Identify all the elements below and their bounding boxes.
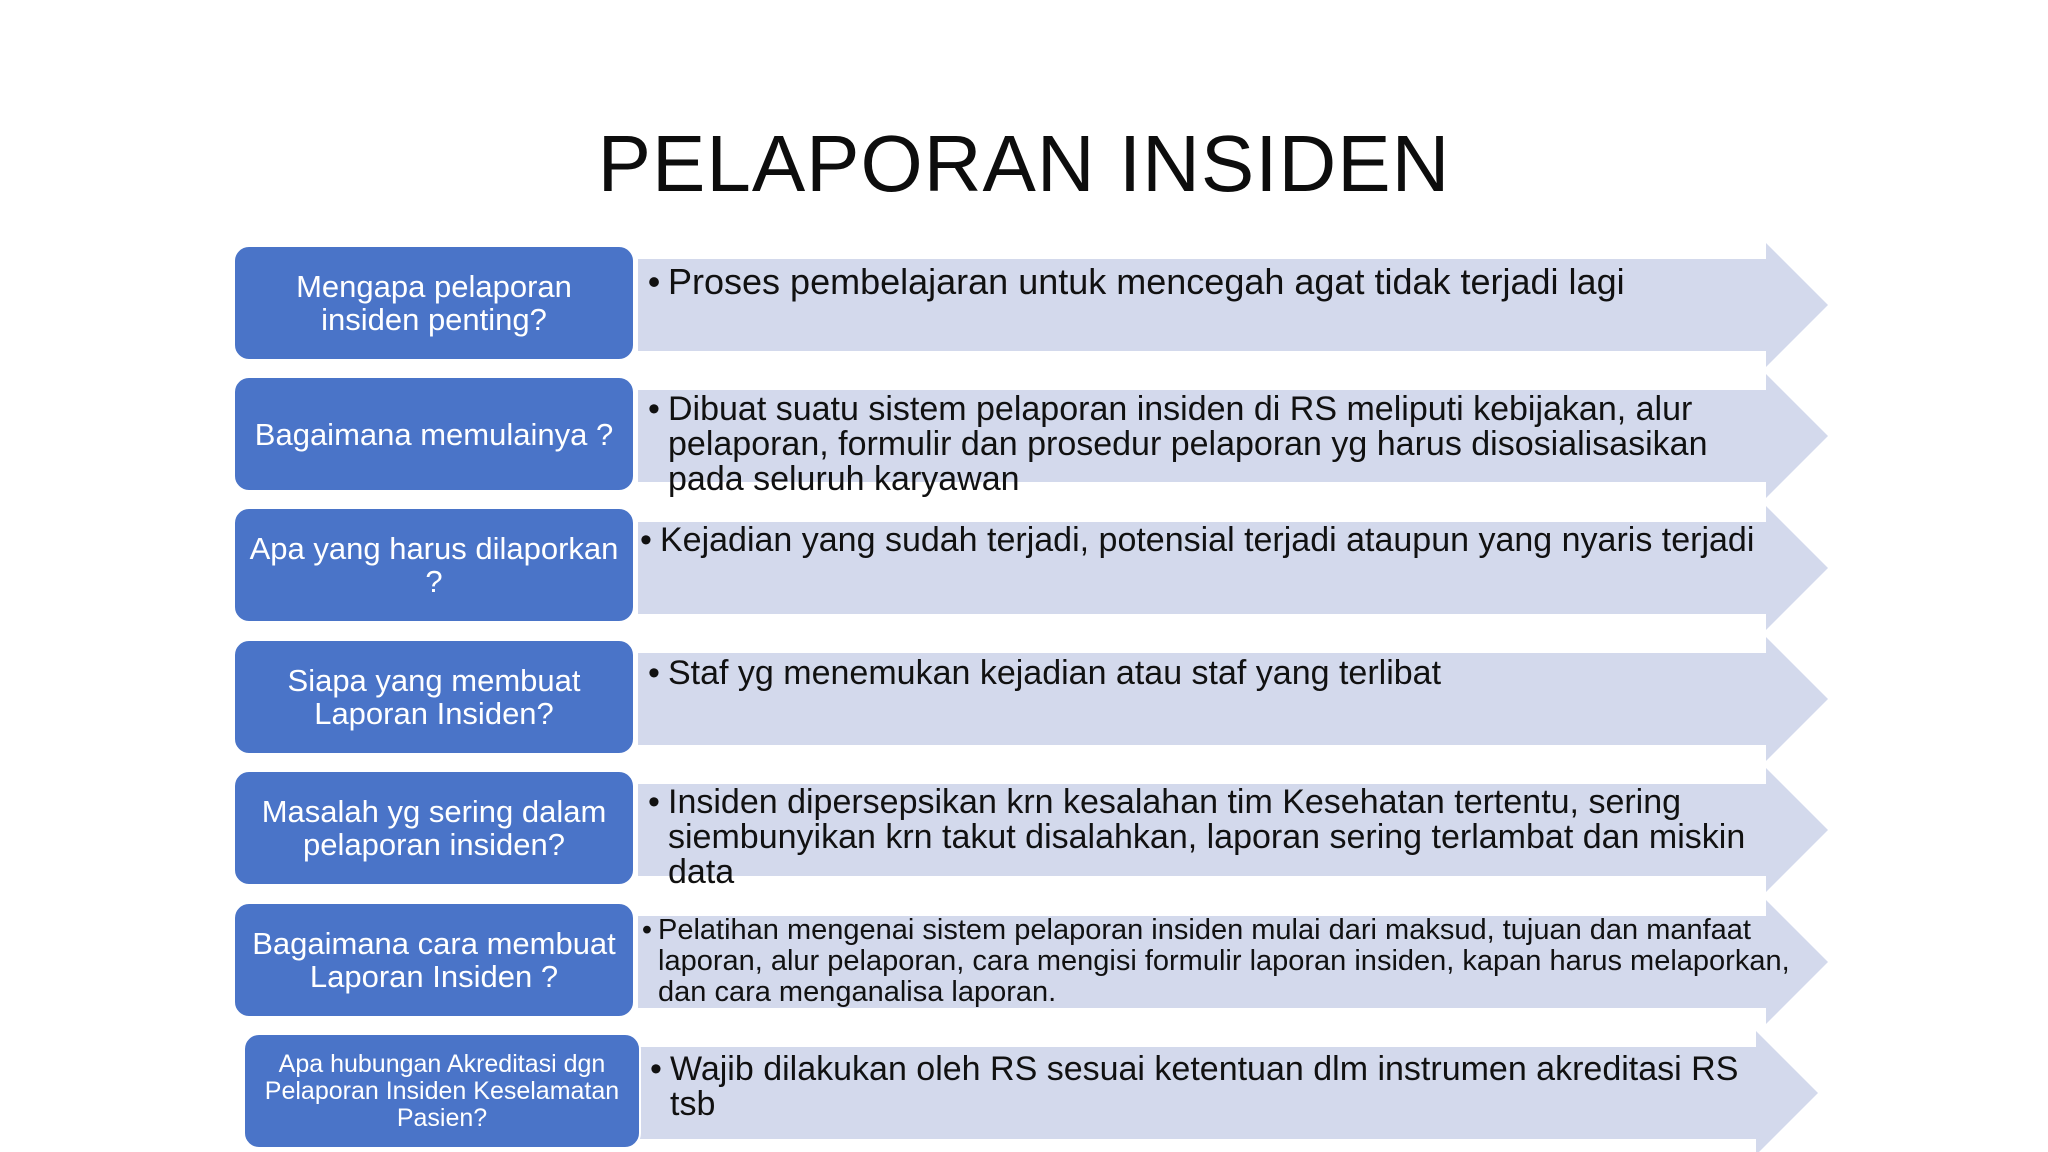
question-label-2: Bagaimana memulainya ? [254,416,614,452]
slide-title: PELAPORAN INSIDEN [597,119,1451,208]
answer-text-7 [642,1052,1792,1122]
question-box-3 [233,507,635,623]
answer-text-6 [636,915,1801,1008]
answer-label-2: Dibuat suatu sistem pelaporan insiden di RS meliputi kebijakan, alur pelaporan, formulir dan prosedur pelaporan yg harus disosialisasikan pada seluruh karyawan [668,390,1708,498]
answer-label-5: Insiden dipersepsikan krn kesalahan tim Kesehatan tertentu, sering siembunyikan krn takut disalahkan, laporan sering terlambat dan miskin data [668,783,1746,891]
answer-text-1 [640,261,1790,302]
answer-label-6: Pelatihan mengenai sistem pelaporan insiden mulai dari maksud, tujuan dan manfaat laporan, alur pelaporan, cara mengisi formulir laporan insiden, kapan harus melaporkan, dan cara menganalisa laporan. [658,914,1790,1008]
bullet-7: • [650,1050,662,1088]
answer-text-5 [640,785,1790,890]
answer-text-3 [632,523,1782,558]
answer-label-1: Proses pembelajaran untuk mencegah agat tidak terjadi lagi [668,261,1625,302]
question-label-3: Apa yang harus dilaporkan ? [249,531,619,599]
bullet-6: • [641,914,653,946]
answer-label-3: Kejadian yang sudah terjadi, potensial terjadi ataupun yang nyaris terjadi [660,521,1755,559]
bullet-4: • [648,654,660,692]
bullet-3: • [640,521,652,559]
question-label-5: Masalah yg sering dalam pelaporan insiden? [261,794,607,862]
answer-label-4: Staf yg menemukan kejadian atau staf yang terlibat [668,654,1442,692]
bullet-5: • [648,783,660,821]
answer-text-2 [640,392,1790,497]
question-label-1: Mengapa pelaporan insiden penting? [296,269,572,337]
answer-label-7: Wajib dilakukan oleh RS sesuai ketentuan dlm instrumen akreditasi RS tsb [670,1050,1739,1123]
answer-text-4 [640,656,1790,691]
question-label-7: Apa hubungan Akreditasi dgn Pelaporan Insiden Keselamatan Pasien? [264,1049,620,1132]
bullet-2: • [648,390,660,428]
question-label-4: Siapa yang membuat Laporan Insiden? [287,663,581,731]
question-box-4 [233,639,635,755]
question-box-7 [243,1033,641,1149]
question-box-2 [233,376,635,492]
question-label-6: Bagaimana cara membuat Laporan Insiden ? [252,926,616,994]
question-box-1 [233,245,635,361]
question-box-6 [233,902,635,1018]
bullet-1: • [647,261,661,302]
question-box-5 [233,770,635,886]
